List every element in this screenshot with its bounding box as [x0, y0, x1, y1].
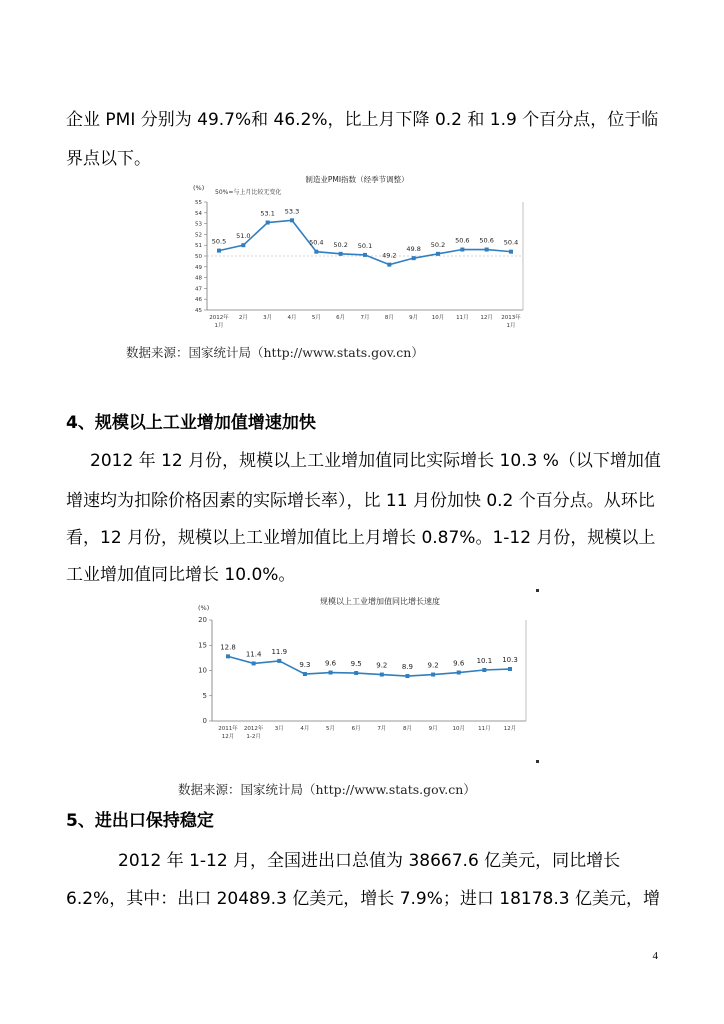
x-tick-label: 12月 — [480, 315, 493, 321]
section-5-line-1: 2012 年 1-12 月，全国进出口总值为 38667.6 亿美元，同比增长 — [118, 851, 621, 871]
x-tick-label: 4月 — [300, 726, 310, 732]
x-tick-label-sub: 1月 — [506, 323, 516, 329]
data-point — [387, 263, 391, 267]
industrial-source: 数据来源：国家统计局（http://www.stats.gov.cn） — [178, 782, 476, 797]
data-point — [405, 674, 409, 678]
industrial-chart — [190, 590, 530, 745]
data-label: 50.5 — [211, 237, 227, 246]
x-tick-label: 8月 — [384, 315, 394, 321]
data-label: 50.4 — [503, 238, 519, 247]
x-tick-label: 5月 — [311, 315, 321, 321]
data-label: 9.3 — [299, 661, 311, 670]
x-tick-label: 10月 — [431, 315, 445, 321]
data-point — [303, 672, 307, 676]
data-label: 50.4 — [309, 238, 324, 247]
pmi-chart — [185, 172, 530, 332]
x-tick-label: 8月 — [402, 726, 412, 732]
x-tick-label-sub: 1月 — [214, 323, 224, 329]
data-label: 10.1 — [476, 656, 493, 665]
y-tick-label: 54 — [195, 210, 202, 217]
x-tick-label: 9月 — [428, 726, 438, 732]
y-tick-label: 52 — [195, 232, 202, 239]
data-label: 9.2 — [427, 661, 439, 670]
x-tick-label: 5月 — [326, 726, 336, 732]
data-point — [380, 673, 384, 677]
section-4-line-4: 工业增加值同比增长 10.0%。 — [66, 565, 296, 585]
anchor-mark — [536, 589, 539, 592]
x-tick-label: 2月 — [238, 315, 248, 321]
data-point — [460, 248, 464, 252]
y-tick-label: 48 — [195, 275, 202, 282]
data-point — [277, 659, 281, 663]
x-tick-label: 2012年 — [243, 726, 264, 732]
y-tick-label: 51 — [195, 243, 202, 250]
x-tick-label: 4月 — [287, 315, 297, 321]
y-tick-label: 49 — [195, 264, 202, 271]
section-4-line-3: 看，12 月份，规模以上工业增加值比上月增长 0.87%。1-12 月份，规模以上 — [66, 528, 656, 548]
chart-title: 规模以上工业增加值同比增长速度 — [320, 597, 440, 606]
data-label: 50.6 — [479, 236, 494, 245]
chart-title: 制造业PMI指数（经季节调整） — [305, 175, 409, 184]
x-tick-label: 6月 — [351, 726, 361, 732]
y-tick-label: 45 — [195, 308, 202, 314]
y-axis-unit: (%) — [198, 604, 210, 612]
data-point — [431, 673, 435, 677]
data-point — [412, 256, 416, 260]
data-label: 49.8 — [406, 245, 421, 254]
data-point — [485, 248, 489, 252]
x-tick-label: 7月 — [377, 726, 387, 732]
y-tick-label: 5 — [202, 691, 207, 700]
anchor-mark — [536, 760, 539, 763]
data-label: 12.8 — [220, 643, 236, 652]
x-tick-label: 2013年 — [501, 315, 521, 321]
data-label: 9.5 — [350, 660, 362, 669]
data-point — [508, 667, 512, 671]
y-tick-label: 20 — [198, 616, 207, 624]
data-label: 51.0 — [236, 232, 251, 241]
y-tick-label: 53 — [195, 221, 202, 228]
data-label: 9.6 — [453, 659, 465, 668]
x-tick-label: 3月 — [274, 726, 284, 732]
data-label: 11.9 — [271, 647, 288, 656]
data-label: 9.2 — [376, 661, 388, 670]
data-point — [363, 253, 367, 257]
x-tick-label: 12月 — [503, 726, 517, 732]
intro-line-2: 界点以下。 — [66, 149, 151, 169]
data-point — [339, 252, 343, 256]
data-label: 53.3 — [284, 207, 300, 216]
x-tick-label: 7月 — [360, 315, 370, 321]
y-tick-label: 15 — [198, 641, 207, 650]
section-4-line-1: 2012 年 12 月份，规模以上工业增加值同比实际增长 10.3 %（以下增加值 — [90, 451, 661, 471]
data-label: 10.3 — [502, 655, 518, 664]
x-tick-label-sub: 1-2月 — [246, 734, 261, 740]
industrial-chart-svg — [190, 590, 530, 745]
data-label: 50.2 — [333, 240, 348, 249]
chart-legend: 50%=与上月比较无变化 — [215, 189, 282, 196]
x-tick-label: 3月 — [263, 315, 273, 321]
data-point — [241, 243, 245, 247]
data-label: 50.1 — [357, 241, 373, 250]
data-point — [436, 252, 440, 256]
data-point — [290, 218, 294, 222]
data-point — [509, 250, 513, 254]
data-point — [482, 668, 486, 672]
data-point — [217, 249, 221, 253]
x-tick-label: 6月 — [336, 315, 346, 321]
x-tick-label: 2012年 — [209, 315, 229, 321]
data-point — [314, 250, 318, 254]
data-label: 11.4 — [245, 650, 262, 659]
x-tick-label-sub: 12月 — [221, 734, 235, 740]
y-tick-label: 50 — [195, 254, 202, 260]
data-label: 50.6 — [455, 236, 470, 245]
section-5-line-2: 6.2%，其中：出口 20489.3 亿美元，增长 7.9%；进口 18178.3 亿美元，增 — [66, 889, 660, 909]
y-axis-unit: (%) — [193, 184, 205, 192]
x-tick-label: 11月 — [456, 315, 469, 321]
data-point — [252, 661, 256, 665]
data-label: 49.2 — [382, 251, 397, 260]
pmi-source: 数据来源：国家统计局（http://www.stats.gov.cn） — [126, 345, 424, 360]
y-tick-label: 0 — [202, 717, 207, 725]
section-4-heading: 4、规模以上工业增加值增速加快 — [66, 413, 316, 433]
data-point — [226, 654, 230, 658]
page-number: 4 — [652, 950, 658, 962]
data-point — [354, 671, 358, 675]
x-tick-label: 10月 — [452, 726, 465, 732]
data-label: 53.1 — [260, 209, 275, 218]
section-5-heading: 5、进出口保持稳定 — [66, 811, 214, 831]
y-tick-label: 47 — [195, 286, 202, 293]
series-line — [228, 656, 510, 676]
data-point — [329, 671, 333, 675]
intro-line-1: 企业 PMI 分别为 49.7%和 46.2%，比上月下降 0.2 和 1.9 个百分点，位于临 — [66, 110, 659, 130]
section-4-line-2: 增速均为扣除价格因素的实际增长率），比 11 月份加快 0.2 个百分点。从环比 — [66, 491, 655, 511]
data-point — [457, 671, 461, 675]
data-label: 9.6 — [324, 659, 337, 668]
data-label: 8.9 — [401, 663, 414, 672]
data-point — [266, 221, 270, 225]
x-tick-label: 9月 — [409, 315, 419, 321]
x-tick-label: 11月 — [478, 726, 491, 732]
pmi-chart-svg — [185, 172, 530, 332]
data-label: 50.2 — [430, 240, 446, 249]
y-tick-label: 46 — [195, 297, 202, 304]
y-tick-label: 10 — [198, 666, 207, 675]
y-tick-label: 55 — [195, 200, 202, 206]
x-tick-label: 2011年 — [218, 726, 238, 732]
